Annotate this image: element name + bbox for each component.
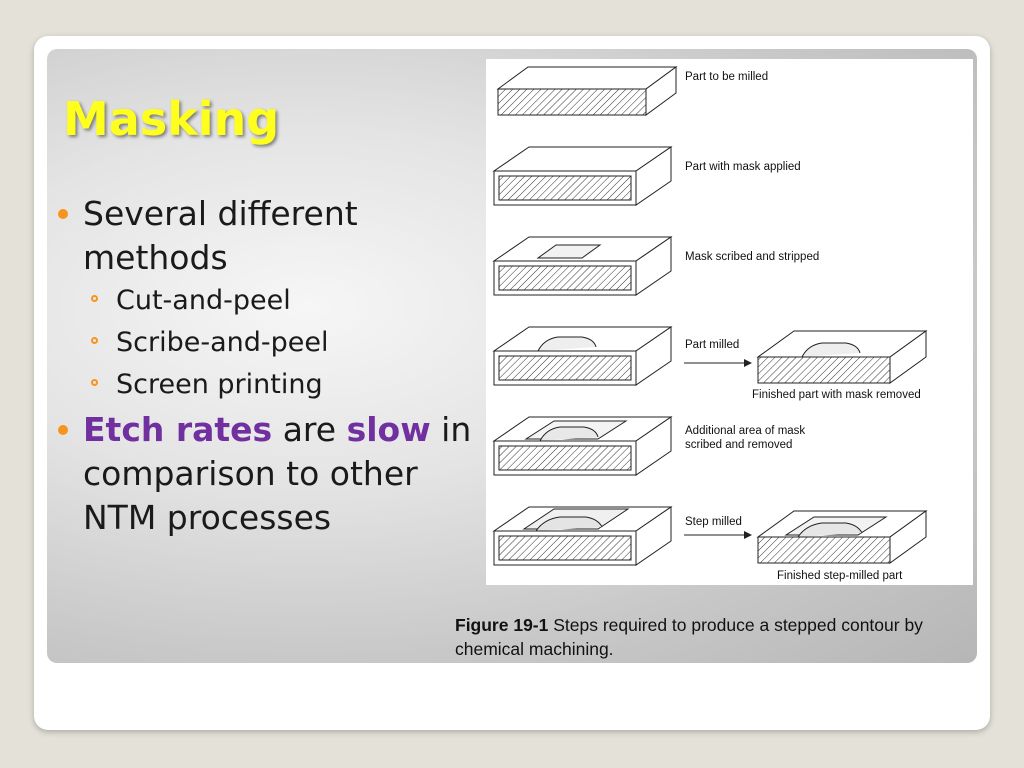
emphasis-slow: slow [346,410,431,449]
bullet-text: Several different methods [83,194,358,277]
sub-bullet-text: Screen printing [116,369,323,400]
label-step2: Part with mask applied [685,161,801,173]
bullet-ring-icon [91,295,98,302]
block-finished-part [758,331,926,383]
bullet-text-mid: are [272,410,347,449]
label-step5-line2: scribed and removed [685,439,793,451]
chemical-machining-diagram [486,59,973,585]
bullet-text-rest: in comparison to other NTM processes [83,410,472,537]
label-step1: Part to be milled [685,71,769,83]
bullet-list [50,192,490,540]
arrow-head-icon [744,359,752,367]
sub-bullet-item [50,322,490,364]
caption-text: Steps required to produce a stepped contour by chemical machining. [455,615,923,659]
block-part-milled [494,327,671,385]
caption-label: Figure 19-1 [455,615,549,635]
sub-bullet-item [50,364,490,406]
bullet-item [50,408,490,540]
label-step4: Part milled [685,339,740,351]
bullet-ring-icon [91,379,98,386]
block-finished-step-milled [758,511,926,563]
arrow-head-icon [744,531,752,539]
bullet-ring-icon [91,337,98,344]
block-part-to-be-milled [498,67,676,115]
label-step5-line1: Additional area of mask [685,425,806,437]
block-part-with-mask [494,147,671,205]
label-step3: Mask scribed and stripped [685,251,820,263]
label-step4-result: Finished part with mask removed [752,389,921,401]
figure-caption [455,613,970,661]
bullet-item [50,192,490,280]
sub-bullet-text: Scribe-and-peel [116,327,329,358]
bullet-dot-icon [58,425,68,435]
label-step6-result: Finished step-milled part [777,570,903,582]
emphasis-etch-rates: Etch rates [83,410,273,449]
slide-title: Masking [63,92,280,146]
bullet-dot-icon [58,209,68,219]
block-step-milled [494,507,671,565]
figure-image [486,59,973,585]
block-additional-mask-removed [494,417,671,475]
block-mask-scribed [494,237,671,295]
sub-bullet-item [50,280,490,322]
label-step6: Step milled [685,516,742,528]
sub-bullet-text: Cut-and-peel [116,285,291,316]
